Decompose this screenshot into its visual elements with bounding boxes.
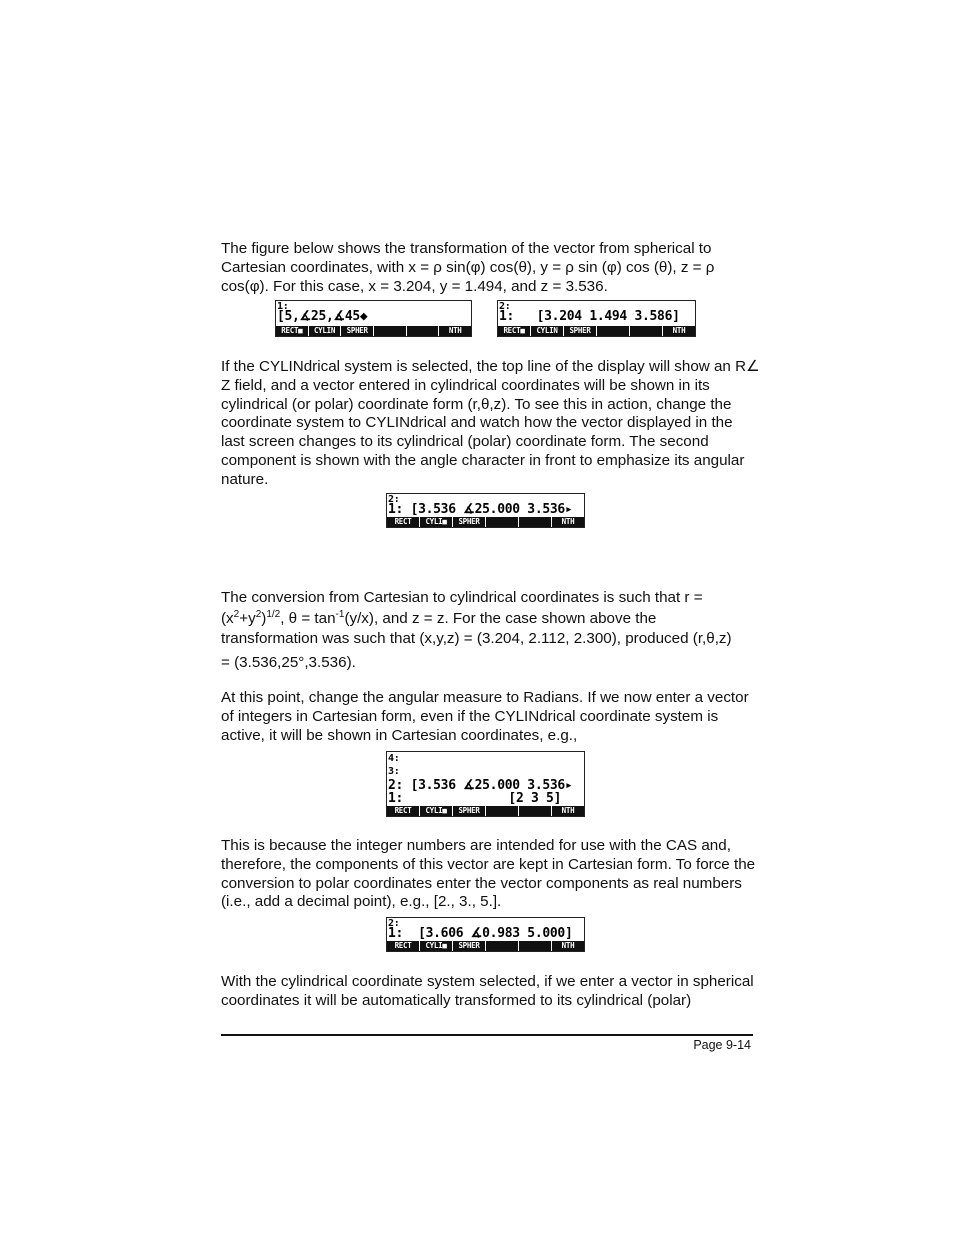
text-line: (i.e., add a decimal point), e.g., [2., 3., 5.].	[221, 893, 502, 911]
menu-key-cylin[interactable]: CYLI■	[420, 806, 452, 816]
superscript: 2	[233, 608, 240, 620]
menu-key-blank[interactable]	[519, 517, 551, 527]
text-line: If the CYLINdrical system is selected, the top line of the display will show an R∠	[221, 358, 760, 375]
menu-key-rect[interactable]: RECT	[387, 806, 419, 816]
calculator-screen-2	[497, 300, 696, 337]
soft-menu-bar	[387, 941, 584, 951]
page-number: Page 9-14	[693, 1038, 751, 1052]
menu-key-rect[interactable]: RECT	[387, 941, 419, 951]
text-line: cylindrical (or polar) coordinate form (r,θ,z). To see this in action, change the	[221, 395, 732, 413]
menu-key-spher[interactable]: SPHER	[453, 941, 485, 951]
calculator-screen-1	[275, 300, 472, 337]
text-fragment: +y	[239, 609, 256, 627]
footer-rule	[221, 1034, 753, 1036]
paragraph-cartesian-to-cylindrical	[221, 588, 753, 673]
menu-key-nth[interactable]: NTH	[663, 326, 695, 336]
stack-entry: [5,∡25,∡45◆	[277, 309, 368, 324]
menu-key-rect[interactable]: RECT	[387, 517, 419, 527]
stack-entry: 1: [3.536 ∡25.000 3.536▸	[388, 502, 573, 517]
text-line: therefore, the components of this vector are kept in Cartesian form. To force the	[221, 855, 756, 873]
stack-level-2: 2:	[388, 494, 400, 505]
menu-key-blank[interactable]	[519, 941, 551, 951]
menu-key-cylin[interactable]: CYLIN	[531, 326, 563, 336]
text-line: With the cylindrical coordinate system selected, if we enter a vector in spherical	[221, 973, 754, 990]
superscript: -1	[335, 608, 345, 620]
menu-key-spher[interactable]: SPHER	[453, 806, 485, 816]
stack-level-4: 4:	[388, 753, 400, 764]
text-line: last screen changes to its cylindrical (polar) coordinate form. The second	[221, 433, 709, 451]
soft-menu-bar	[498, 326, 695, 336]
text-line: of integers in Cartesian form, even if the CYLINdrical coordinate system is	[221, 707, 719, 725]
text-fragment: , θ = tan	[280, 609, 336, 627]
text-line: Cartesian coordinates, with x = ρ sin(φ) cos(θ), y = ρ sin (φ) cos (θ), z = ρ	[221, 258, 715, 276]
text-line: This is because the integer numbers are intended for use with the CAS and,	[221, 837, 731, 854]
stack-entry: 1: [3.606 ∡0.983 5.000]	[388, 926, 573, 941]
stack-entry-2: 2: [3.536 ∡25.000 3.536▸	[388, 778, 573, 793]
text-line: coordinates it will be automatically transformed to its cylindrical (polar)	[221, 991, 692, 1009]
text-line: active, it will be shown in Cartesian coordinates, e.g.,	[221, 726, 578, 744]
text-line: cos(φ). For this case, x = 3.204, y = 1.494, and z = 3.536.	[221, 277, 608, 295]
text-line: coordinate system to CYLINdrical and watch how the vector displayed in the	[221, 414, 733, 432]
menu-key-nth[interactable]: NTH	[552, 941, 584, 951]
menu-key-blank[interactable]	[486, 806, 518, 816]
soft-menu-bar	[276, 326, 471, 336]
menu-key-cylin[interactable]: CYLI■	[420, 517, 452, 527]
stack-entry-1: 1: [2 3 5]	[388, 791, 562, 806]
soft-menu-bar	[387, 517, 584, 527]
superscript: 1/2	[266, 608, 281, 620]
text-line: nature.	[221, 470, 269, 488]
text-line: The conversion from Cartesian to cylindrical coordinates is such that r =	[221, 589, 703, 606]
text-line: transformation was such that (x,y,z) = (3.204, 2.112, 2.300), produced (r,θ,z)	[221, 630, 732, 647]
text-line: conversion to polar coordinates enter the vector components as real numbers	[221, 874, 742, 892]
stack-entry: 1: [3.204 1.494 3.586]	[499, 309, 680, 324]
text-fragment: )	[261, 609, 267, 627]
text-line: component is shown with the angle character in front to emphasize its angular	[221, 451, 745, 469]
calculator-screen-5	[386, 917, 585, 952]
stack-level-1: 1:	[277, 301, 289, 312]
menu-key-blank[interactable]	[630, 326, 662, 336]
text-line-with-superscripts	[221, 609, 753, 630]
paragraph-integer-vectors	[221, 837, 756, 912]
menu-key-spher[interactable]: SPHER	[453, 517, 485, 527]
text-line: At this point, change the angular measure to Radians. If we now enter a vector	[221, 689, 749, 706]
menu-key-nth[interactable]: NTH	[439, 326, 471, 336]
menu-key-cylin[interactable]: CYLI■	[420, 941, 452, 951]
paragraph-radians	[221, 689, 753, 745]
menu-key-nth[interactable]: NTH	[552, 517, 584, 527]
stack-level-3: 3:	[388, 766, 400, 777]
soft-menu-bar	[387, 806, 584, 816]
text-line: The figure below shows the transformation of the vector from spherical to	[221, 240, 712, 257]
paragraph-spherical-entry	[221, 973, 753, 1011]
menu-key-blank[interactable]	[407, 326, 439, 336]
stack-level-2: 2:	[388, 918, 400, 929]
text-line: Z field, and a vector entered in cylindrical coordinates will be shown in its	[221, 376, 710, 394]
menu-key-cylin[interactable]: CYLIN	[309, 326, 341, 336]
paragraph-cylindrical-system	[221, 358, 760, 490]
menu-key-rect[interactable]: RECT■	[276, 326, 308, 336]
menu-key-blank[interactable]	[519, 806, 551, 816]
text-line: = (3.536,25°,3.536).	[221, 653, 356, 671]
text-fragment: (y/x), and z = z. For the case shown above the	[344, 609, 657, 627]
superscript: 2	[255, 608, 262, 620]
calculator-screen-3	[386, 493, 585, 528]
calculator-screen-4	[386, 751, 585, 817]
text-fragment: (x	[221, 609, 234, 627]
menu-key-spher[interactable]: SPHER	[564, 326, 596, 336]
menu-key-spher[interactable]: SPHER	[341, 326, 373, 336]
paragraph-spherical-to-cartesian	[221, 240, 753, 296]
stack-level-2: 2:	[499, 301, 511, 312]
menu-key-blank[interactable]	[597, 326, 629, 336]
menu-key-nth[interactable]: NTH	[552, 806, 584, 816]
menu-key-blank[interactable]	[374, 326, 406, 336]
menu-key-blank[interactable]	[486, 517, 518, 527]
menu-key-rect[interactable]: RECT■	[498, 326, 530, 336]
menu-key-blank[interactable]	[486, 941, 518, 951]
